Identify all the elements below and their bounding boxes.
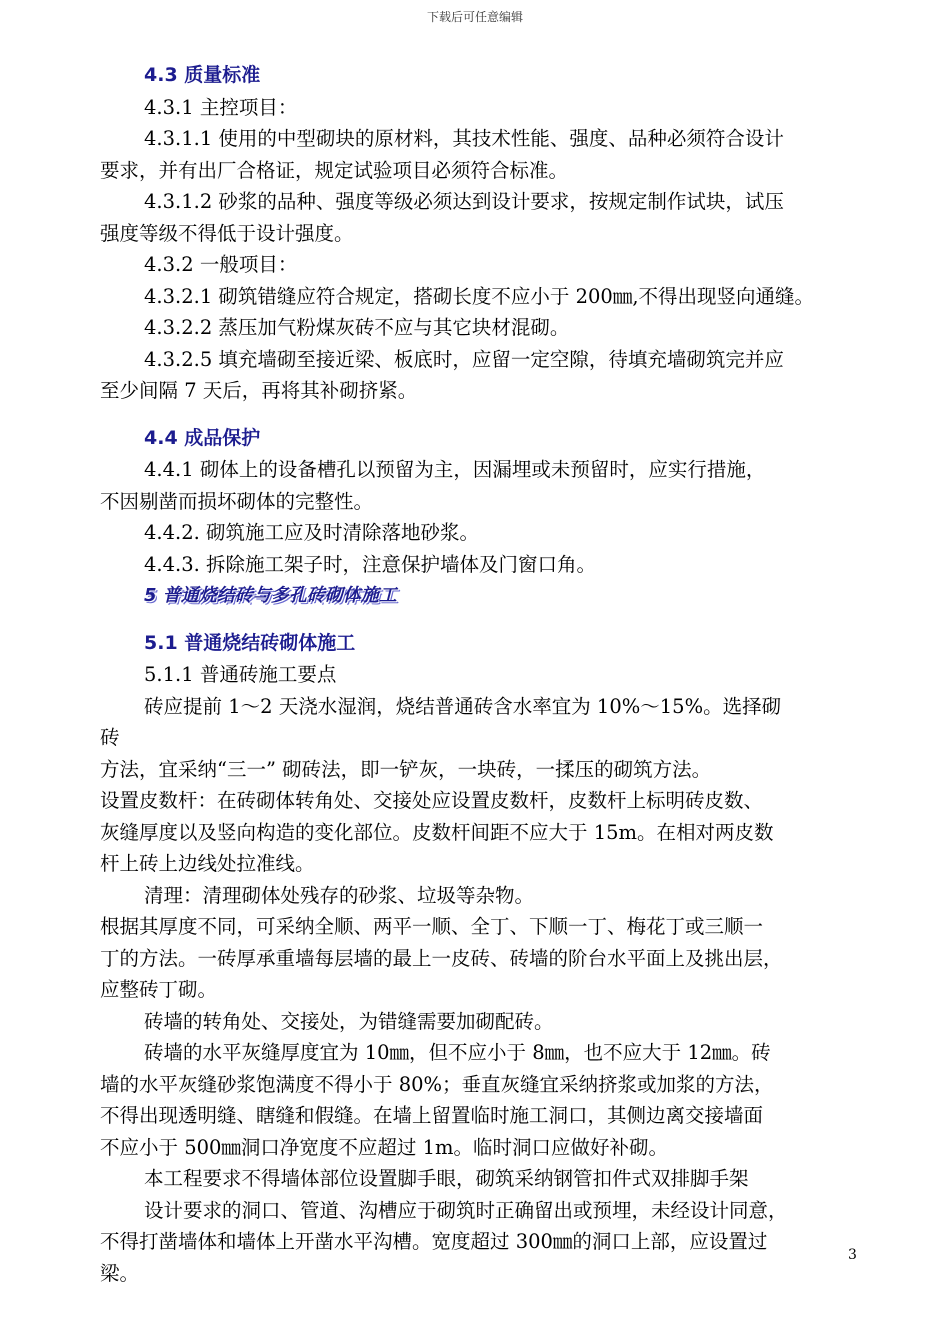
paragraph: 4.4.2. 砌筑施工应及时清除落地砂浆。 [144,521,480,544]
section-4-4-heading: 4.4 成品保护 [144,426,261,449]
paragraph: 杆上砖上边线处拉准线。 [100,852,315,875]
paragraph: 4.3.2.2 蒸压加气粉煤灰砖不应与其它块材混砌。 [144,316,570,339]
section-5-1-heading: 5.1 普通烧结砖砌体施工 [144,631,356,654]
paragraph: 4.3.2.1 砌筑错缝应符合规定，搭砌长度不应小于 200㎜,不得出现竖向通缝。 [144,284,815,308]
paragraph: 不因剔凿而损坏砌体的完整性。 [100,489,374,513]
paragraph: 不得打凿墙体和墙体上开凿水平沟槽。宽度超过 300㎜的洞口上部，应设置过 [100,1230,768,1253]
paragraph: 丁的方法。一砖厚承重墙每层墙的最上一皮砖、砖墙的阶台水平面上及挑出层， [100,946,783,970]
paragraph: 强度等级不得低于设计强度。 [100,221,354,245]
paragraph: 设置皮数杆：在砖砌体转角处、交接处应设置皮数杆，皮数杆上标明砖皮数、 [100,789,764,812]
paragraph: 灰缝厚度以及竖向构造的变化部位。皮数杆间距不应大于 15m。在相对两皮数 [100,820,774,844]
paragraph: 本工程要求不得墙体部位设置脚手眼，砌筑采纳钢管扣件式双排脚手架 [144,1167,749,1190]
paragraph: 砖应提前 1～2 天浇水湿润，烧结普通砖含水率宜为 10%～15%。选择砌 [144,694,782,718]
document-body [100,60,860,1289]
paragraph: 根据其厚度不同，可采纳全顺、两平一顺、全丁、下顺一丁、梅花丁或三顺一 [100,915,764,938]
paragraph: 设计要求的洞口、管道、沟槽应于砌筑时正确留出或预埋，未经设计同意， [144,1198,788,1222]
page-number: 3 [848,1247,857,1263]
paragraph: 4.3.2.5 填充墙砌至接近梁、板底时，应留一定空隙，待填充墙砌筑完并应 [144,347,784,371]
paragraph: 4.3.1.1 使用的中型砌块的原材料，其技术性能、强度、品种必须符合设计 [144,127,784,150]
paragraph: 要求，并有出厂合格证，规定试验项目必须符合标准。 [100,158,569,182]
chapter-5-heading: 5 普通烧结砖与多孔砖砌体施工 [144,585,397,606]
section-4-3-heading: 4.3 质量标准 [144,64,261,86]
paragraph: 5.1.1 普通砖施工要点 [144,663,337,686]
paragraph: 墙的水平灰缝砂浆饱满度不得小于 80%；垂直灰缝宜采纳挤浆或加浆的方法， [100,1072,774,1096]
paragraph: 砖 [100,726,120,749]
paragraph: 梁。 [100,1261,140,1285]
paragraph: 应整砖丁砌。 [100,978,218,1001]
paragraph: 4.4.3. 拆除施工架子时，注意保护墙体及门窗口角。 [144,552,597,576]
paragraph: 4.3.1.2 砂浆的品种、强度等级必须达到设计要求，按规定制作试块，试压 [144,190,784,213]
page-header: 下载后可任意编辑 [426,10,523,24]
paragraph: 至少间隔 7 天后，再将其补砌挤紧。 [100,379,418,402]
paragraph: 清理：清理砌体处残存的砂浆、垃圾等杂物。 [144,883,535,907]
paragraph: 4.3.1 主控项目： [144,95,298,119]
paragraph: 方法，宜采纳“三一” 砌砖法，即一铲灰，一块砖，一揉压的砌筑方法。 [100,757,712,781]
paragraph: 4.4.1 砌体上的设备槽孔以预留为主，因漏埋或未预留时，应实行措施， [144,458,766,481]
paragraph: 4.3.2 一般项目： [144,253,298,276]
paragraph: 不得出现透明缝、瞎缝和假缝。在墙上留置临时施工洞口，其侧边离交接墙面 [100,1104,764,1127]
paragraph: 不应小于 500㎜洞口净宽度不应超过 1m。临时洞口应做好补砌。 [100,1135,669,1159]
paragraph: 砖墙的转角处、交接处，为错缝需要加砌配砖。 [144,1009,554,1033]
paragraph: 砖墙的水平灰缝厚度宜为 10㎜，但不应小于 8㎜，也不应大于 12㎜。砖 [144,1041,771,1064]
